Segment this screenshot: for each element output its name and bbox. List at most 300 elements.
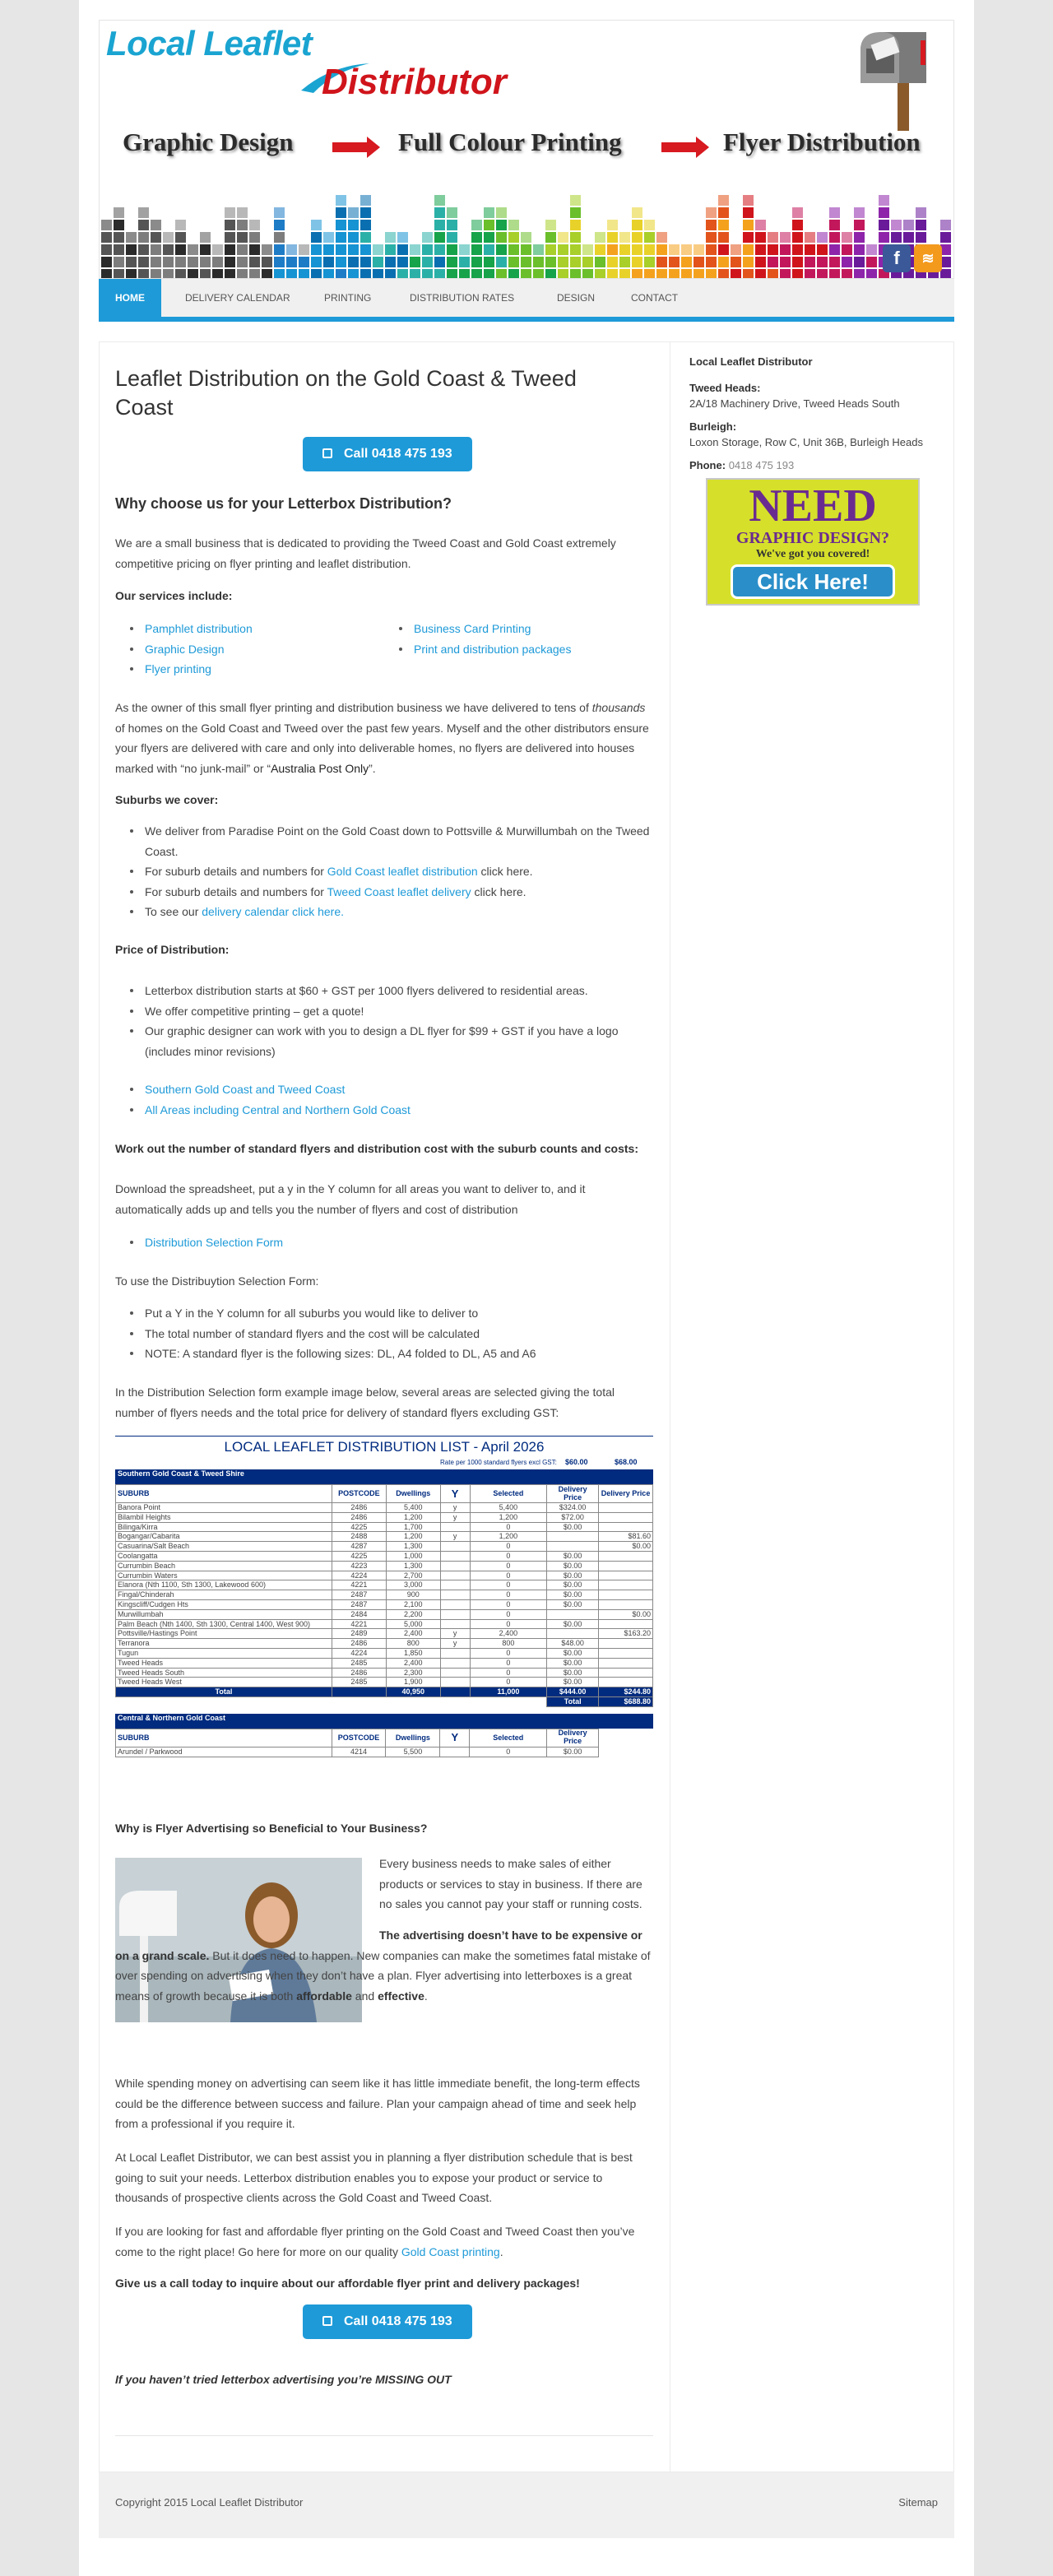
pixel-tile (126, 244, 137, 255)
looking-text-end: . (499, 2244, 503, 2258)
cell: $0.00 (547, 1551, 599, 1561)
pixel-tile (274, 257, 285, 267)
cell: 0 (470, 1599, 547, 1609)
pixel-tile (360, 195, 371, 206)
table-row (116, 1590, 653, 1600)
pixel-tile (175, 269, 186, 279)
pixel-tile (669, 257, 680, 267)
pixel-tile (731, 269, 741, 279)
pixel-tile (681, 269, 692, 279)
pixel-tile (225, 269, 235, 279)
pixel-tile (595, 269, 605, 279)
pixel-tile (669, 244, 680, 255)
owner-text-3: ”. (369, 761, 376, 775)
rss-icon[interactable]: ≋ (914, 244, 942, 272)
looking-text-1: If you are looking for fast and affordable flyer printing on the Gold Coast and Tweed Coast then you’ve come to the right place! Go here for more on our quality (115, 2225, 635, 2258)
pixel-tile (175, 232, 186, 243)
pixel-tile (360, 220, 371, 230)
service-link[interactable]: Print and distribution packages (414, 642, 572, 656)
pixel-tile (743, 257, 754, 267)
cell (547, 1609, 599, 1619)
pixel-tile (323, 232, 334, 243)
cell: 0 (470, 1522, 547, 1532)
pixel-tile (163, 244, 174, 255)
site-header (99, 20, 954, 279)
pixel-tile (434, 257, 445, 267)
spending-text: While spending money on advertising can seem like it has little immediate benefit, the long-term effects could be the difference between success and failure. Plan your campaign ahead of time and seek help from a professional if you require it. (115, 2077, 640, 2130)
pixel-tile (360, 207, 371, 218)
table-body (116, 1503, 653, 1687)
pixel-tile (780, 269, 791, 279)
sitemap-link[interactable]: Sitemap (898, 2496, 938, 2509)
cell: Kingscliff/Cudgen Hts (116, 1599, 332, 1609)
pixel-tile (286, 269, 297, 279)
pixel-tile (632, 257, 642, 267)
table-row (116, 1609, 653, 1619)
pixel-tile (101, 269, 112, 279)
pixel-tile (508, 244, 519, 255)
col-header: Selected (470, 1729, 547, 1747)
pixel-tile (607, 269, 618, 279)
nav-printing[interactable]: PRINTING (324, 292, 372, 304)
pixel-tile (101, 257, 112, 267)
table-row (116, 1522, 653, 1532)
cell (440, 1522, 470, 1532)
pixel-tile (311, 232, 322, 243)
suburbs-text: To see our (145, 905, 202, 918)
pixel-tile (854, 244, 865, 255)
pixel-tile (558, 232, 568, 243)
cell (599, 1561, 653, 1571)
cell: 2,400 (386, 1658, 440, 1668)
col-header: SUBURB (116, 1485, 332, 1503)
pixel-tile (533, 257, 544, 267)
service-link[interactable]: Flyer printing (145, 662, 211, 675)
pixel-tile (336, 207, 346, 218)
cell: 2,100 (386, 1599, 440, 1609)
pixel-tile (163, 269, 174, 279)
call-button[interactable] (303, 437, 472, 471)
pixel-tile (471, 257, 482, 267)
cell (599, 1512, 653, 1522)
pixel-tile (126, 232, 137, 243)
arrow-right-icon (332, 142, 369, 152)
phone-icon (322, 2316, 332, 2326)
pixel-tile (718, 195, 729, 206)
pixel-tile (311, 257, 322, 267)
why-heading: Why choose us for your Letterbox Distribution? (115, 495, 452, 512)
pixel-tile (151, 220, 161, 230)
pixel-tile (200, 269, 211, 279)
col-header: POSTCODE (332, 1729, 386, 1747)
pixel-tile (348, 244, 359, 255)
pixel-tile (768, 269, 778, 279)
list-item (115, 1100, 653, 1121)
atlocal-text: At Local Leaflet Distributor, we can best assist you in planning a flyer distribution schedule that is best going to suit your needs. Letterbox distribution enables you to expose your product or service to thousands of prospective clients across the Gold Coast and Tweed Coast. (115, 2151, 633, 2204)
pixel-tile (311, 220, 322, 230)
pixel-tile (792, 207, 803, 218)
cell: 2489 (332, 1629, 386, 1639)
cell: 4224 (332, 1648, 386, 1658)
benefit-text-1: Every business needs to make sales of either products or services to stay in business. If there are no sales you cannot pay your staff or running costs. (379, 1857, 642, 1910)
cell: 1,300 (386, 1542, 440, 1552)
cell: $0.00 (547, 1658, 599, 1668)
pixel-tile (508, 232, 519, 243)
pixel-tile (200, 232, 211, 243)
pixel-tile (755, 269, 766, 279)
pixel-tile (792, 257, 803, 267)
pixel-tile (607, 232, 618, 243)
intro-text: We are a small business that is dedicated to providing the Tweed Coast and Gold Coast extremely competitive pricing on flyer printing and leaflet distribution. (115, 536, 616, 570)
graphic-design-ad[interactable] (706, 478, 920, 606)
cell: 3,000 (386, 1580, 440, 1590)
distribution-form-link[interactable]: Distribution Selection Form (145, 1236, 284, 1249)
cell (440, 1619, 470, 1629)
pixel-tile (299, 257, 309, 267)
cell: Banora Point (116, 1503, 332, 1513)
sidebar (689, 354, 936, 473)
pixel-tile (533, 269, 544, 279)
pixel-tile (854, 269, 865, 279)
cell: 4224 (332, 1571, 386, 1580)
pixel-tile (237, 207, 248, 218)
tagline-design: Graphic Design (123, 128, 294, 156)
cell: 0 (470, 1580, 547, 1590)
call-button-label: Call 0418 475 193 (344, 2314, 452, 2328)
cell: y (440, 1512, 470, 1522)
pixel-tile (829, 232, 840, 243)
table-row (116, 1512, 653, 1522)
pixel-tile (854, 220, 865, 230)
cell: 2486 (332, 1512, 386, 1522)
ad-graphic-design: GRAPHIC DESIGN? (735, 529, 890, 547)
total-empty (440, 1687, 470, 1697)
pixel-tile (447, 244, 457, 255)
cell (440, 1599, 470, 1609)
cell: $0.00 (547, 1599, 599, 1609)
sidebar-phone (689, 457, 936, 474)
cell: 1,200 (470, 1532, 547, 1542)
owner-text-1: As the owner of this small flyer printing and distribution business we have delivered to tens of (115, 701, 592, 714)
cell: 1,200 (386, 1532, 440, 1542)
pixel-tile (274, 207, 285, 218)
pixel-tile (237, 257, 248, 267)
col-header: Dwellings (386, 1729, 440, 1747)
pixel-tile (879, 195, 889, 206)
nav-design[interactable]: DESIGN (557, 292, 596, 304)
pixel-tile (508, 269, 519, 279)
cell: 0 (470, 1551, 547, 1561)
rate-label: Rate per 1000 standard flyers excl GST: (440, 1459, 557, 1466)
pixel-tile (471, 244, 482, 255)
pixel-tile (114, 220, 124, 230)
pixel-tile (903, 232, 914, 243)
cell: 2,400 (386, 1629, 440, 1639)
logo-line2[interactable]: Distributor (322, 62, 507, 102)
pixel-tile (336, 269, 346, 279)
table-row (116, 1571, 653, 1580)
list-item (115, 902, 653, 922)
cell: 2484 (332, 1609, 386, 1619)
pixel-tile (175, 220, 186, 230)
pixel-tile (484, 257, 494, 267)
table-total-row (116, 1687, 653, 1697)
tweed-coast-link[interactable]: Tweed Coast leaflet delivery (327, 884, 471, 898)
pixel-tile (891, 232, 902, 243)
pixel-tile (397, 269, 408, 279)
pixel-tile (570, 257, 581, 267)
pixel-tile (817, 257, 828, 267)
cell: 1,700 (386, 1522, 440, 1532)
pixel-tile (496, 269, 507, 279)
pixel-tile (669, 269, 680, 279)
pixel-tile (237, 220, 248, 230)
sidebar-phone-number[interactable]: 0418 475 193 (728, 458, 795, 471)
pixel-tile (336, 244, 346, 255)
pixel-tile (558, 269, 568, 279)
delivery-calendar-link[interactable]: delivery calendar click here. (202, 905, 345, 918)
divider (115, 2435, 653, 2436)
pixel-tile (237, 269, 248, 279)
pixel-tile (225, 257, 235, 267)
col-header: Y (440, 1729, 470, 1747)
cell: $0.00 (547, 1571, 599, 1580)
sidebar-phone-label: Phone: (689, 458, 726, 471)
example-text: In the Distribution Selection form example image below, several areas are selected giving the total number of flyers needs and the total price for delivery of standard flyers excluding GST: (115, 1385, 615, 1419)
pixel-tile (768, 232, 778, 243)
cell (440, 1609, 470, 1619)
pixel-tile (595, 232, 605, 243)
pixel-tile (126, 269, 137, 279)
pixel-tile (582, 269, 593, 279)
cell: $0.00 (547, 1648, 599, 1658)
table-row (116, 1668, 653, 1678)
pixel-tile (360, 257, 371, 267)
pixel-tile (323, 269, 334, 279)
pixel-tile (200, 257, 211, 267)
cell (547, 1542, 599, 1552)
pixel-tile (817, 269, 828, 279)
gold-coast-printing-link[interactable]: Gold Coast printing (401, 2244, 500, 2258)
suburbs-text: For suburb details and numbers for (145, 884, 327, 898)
col-header: Delivery Price (547, 1485, 599, 1503)
pixel-tile (286, 257, 297, 267)
list-item: The total number of standard flyers and the cost will be calculated (115, 1324, 653, 1344)
sheet-rate-row (115, 1458, 653, 1469)
pixel-tile (496, 207, 507, 218)
pixel-tile (225, 220, 235, 230)
pixel-tile (114, 232, 124, 243)
pixel-tile (570, 269, 581, 279)
pixel-tile (299, 244, 309, 255)
nav-home[interactable]: HOME (99, 279, 161, 317)
call-button-label: Call 0418 475 193 (344, 447, 452, 461)
cell (440, 1678, 470, 1687)
owner-text (115, 698, 653, 778)
pixel-tile (805, 269, 815, 279)
pixel-tile (768, 257, 778, 267)
cell: $0.00 (547, 1590, 599, 1600)
list-item: Put a Y in the Y column for all suburbs you would like to deliver to (115, 1303, 653, 1324)
pixel-tile (138, 232, 149, 243)
pixel-tile (817, 232, 828, 243)
logo-line1[interactable]: Local Leaflet (106, 24, 313, 63)
pixel-tile (582, 257, 593, 267)
benefit-bold: effective (378, 1989, 424, 2003)
pixel-tile (916, 220, 926, 230)
service-link[interactable]: Graphic Design (145, 642, 225, 656)
pixel-tile (780, 244, 791, 255)
pixel-tile (138, 244, 149, 255)
pixel-tile (262, 244, 272, 255)
pixel-tile (521, 269, 531, 279)
price-list (115, 981, 653, 1061)
pixel-tile (632, 232, 642, 243)
list-item (115, 619, 378, 639)
pixel-tile (743, 220, 754, 230)
cell: 0 (470, 1571, 547, 1580)
pixel-tile (632, 220, 642, 230)
copyright-text: Copyright 2015 Local Leaflet Distributor (115, 2496, 304, 2509)
pixel-tile (262, 269, 272, 279)
gold-coast-link[interactable]: Gold Coast leaflet distribution (327, 865, 478, 878)
services-heading: Our services include: (115, 589, 233, 602)
pixel-tile (768, 244, 778, 255)
cell (599, 1747, 653, 1757)
pixel-tile (471, 220, 482, 230)
suburbs-heading: Suburbs we cover: (115, 793, 219, 806)
cell: Currumbin Beach (116, 1561, 332, 1571)
pixel-tile (632, 244, 642, 255)
pixel-tile (397, 244, 408, 255)
pixel-tile (286, 244, 297, 255)
pixel-tile (410, 244, 420, 255)
ad-covered: We've got you covered! (755, 548, 870, 560)
pixel-tile (151, 257, 161, 267)
pixel-tile (570, 232, 581, 243)
pixel-tile (348, 220, 359, 230)
cell: $0.00 (547, 1619, 599, 1629)
cell: $163.20 (599, 1629, 653, 1639)
pixel-tile (718, 207, 729, 218)
cell (599, 1571, 653, 1580)
cell: Tweed Heads South (116, 1668, 332, 1678)
pixel-tile (484, 220, 494, 230)
service-link[interactable]: Pamphlet distribution (145, 622, 253, 635)
table-row (116, 1629, 653, 1639)
col-header: Dwellings (386, 1485, 440, 1503)
table-header (116, 1485, 653, 1503)
page (79, 0, 974, 2576)
cell: $72.00 (547, 1512, 599, 1522)
pixel-tile (348, 257, 359, 267)
pixel-tile (237, 232, 248, 243)
pixel-tile (829, 269, 840, 279)
suburbs-text: click here. (471, 884, 526, 898)
pixel-tile (743, 232, 754, 243)
service-link[interactable]: Business Card Printing (414, 622, 531, 635)
cell: 2,200 (386, 1609, 440, 1619)
pixel-tile (595, 244, 605, 255)
cell: y (440, 1532, 470, 1542)
pixel-tile (718, 220, 729, 230)
pixel-tile (570, 207, 581, 218)
pixel-tile (681, 244, 692, 255)
pixel-tile (632, 269, 642, 279)
pixel-tile (422, 269, 433, 279)
pixel-tile (829, 207, 840, 218)
pixel-tile (459, 269, 470, 279)
pixel-tile (693, 244, 704, 255)
all-areas-link[interactable]: All Areas including Central and Northern Gold Coast (145, 1102, 411, 1116)
cell: $0.00 (547, 1522, 599, 1532)
facebook-icon[interactable]: f (883, 244, 911, 272)
pixel-tile (311, 244, 322, 255)
nav-delivery-calendar[interactable]: DELIVERY CALENDAR (185, 292, 290, 304)
cell (547, 1532, 599, 1542)
distribution-table-2 (115, 1729, 653, 1757)
cell: 800 (386, 1639, 440, 1649)
pixel-tile (693, 257, 704, 267)
cell: Casuarina/Salt Beach (116, 1542, 332, 1552)
nav-contact[interactable]: CONTACT (631, 292, 679, 304)
cell (440, 1551, 470, 1561)
cell (440, 1590, 470, 1600)
pixel-tile (545, 232, 556, 243)
sheet-section-heading: Central & Northern Gold Coast (115, 1714, 653, 1729)
col-header: SUBURB (116, 1729, 332, 1747)
pixel-tile (447, 207, 457, 218)
cell: 1,850 (386, 1648, 440, 1658)
cell: 4214 (332, 1747, 386, 1757)
pixel-tile (706, 244, 717, 255)
pixel-tile (410, 257, 420, 267)
pixel-tile (471, 232, 482, 243)
pixel-tile (348, 269, 359, 279)
pixel-tile (879, 220, 889, 230)
list-item (115, 861, 653, 882)
southern-gold-coast-link[interactable]: Southern Gold Coast and Tweed Coast (145, 1083, 346, 1096)
pixel-tile (188, 244, 198, 255)
nav-distribution-rates[interactable]: DISTRIBUTION RATES (410, 292, 515, 304)
pixel-tile (373, 244, 383, 255)
cell (440, 1580, 470, 1590)
pixel-tile (595, 257, 605, 267)
pixel-tile (693, 269, 704, 279)
pixel-tile (842, 244, 852, 255)
col-header: Selected (470, 1485, 547, 1503)
pixel-tile (718, 244, 729, 255)
sidebar-loc1-label: Tweed Heads: (689, 381, 761, 394)
cell: 4221 (332, 1580, 386, 1590)
pixel-tile (607, 220, 618, 230)
cell: $48.00 (547, 1639, 599, 1649)
pixel-tile (755, 257, 766, 267)
call-button-bottom[interactable] (303, 2304, 472, 2339)
pixel-tile (755, 220, 766, 230)
pixel-tile (138, 269, 149, 279)
sheet-section-heading: Southern Gold Coast & Tweed Shire (115, 1469, 653, 1484)
cell: 0 (470, 1542, 547, 1552)
pixel-tile (731, 244, 741, 255)
cell: 0 (470, 1747, 547, 1757)
cell (599, 1648, 653, 1658)
cell: 4225 (332, 1522, 386, 1532)
pixel-tile (360, 244, 371, 255)
pixel-tile (533, 244, 544, 255)
list-item: NOTE: A standard flyer is the following sizes: DL, A4 folded to DL, A5 and A6 (115, 1344, 653, 1364)
cell: Tweed Heads (116, 1658, 332, 1668)
